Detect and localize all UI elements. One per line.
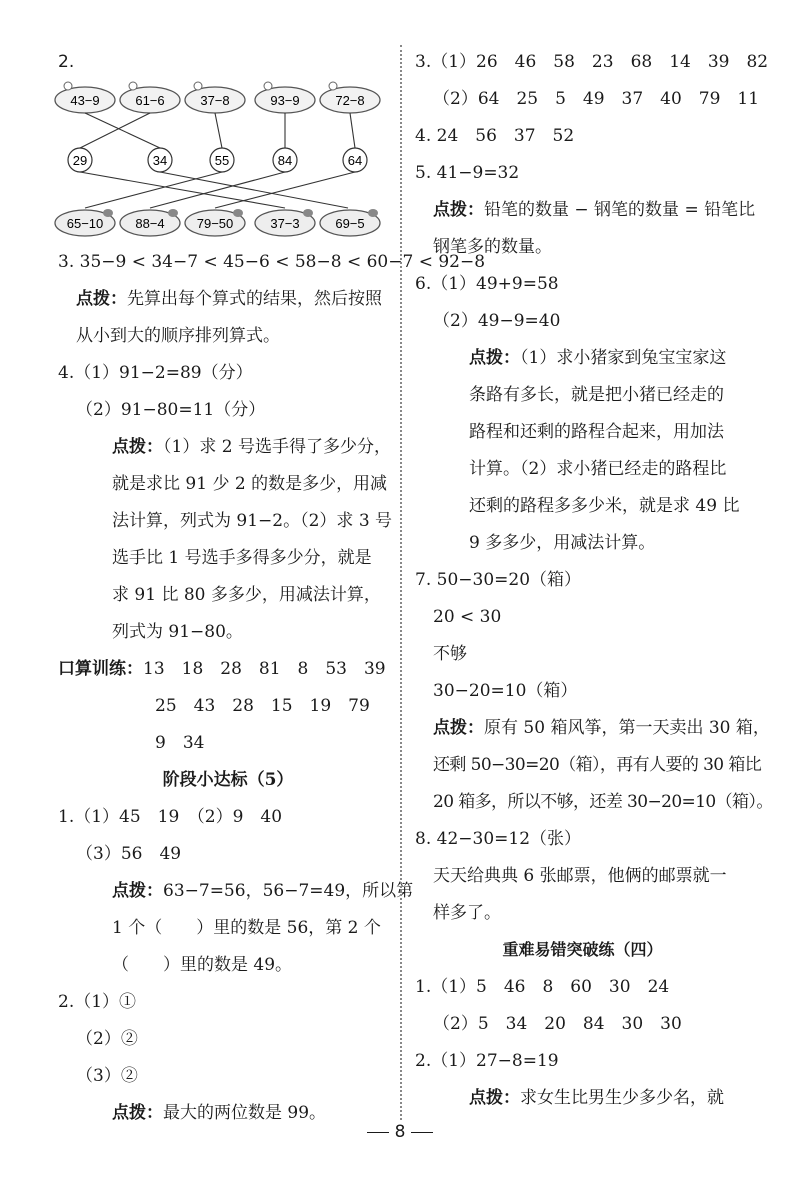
carrot-icon: [103, 209, 113, 217]
tip-label: 点拨：: [433, 718, 484, 738]
bottom-expression: 88−4: [135, 216, 165, 231]
matching-diagram: [50, 75, 390, 255]
bottom-expression: 37−3: [270, 216, 300, 231]
r-q6-answer-2: （2）49−9=40: [433, 311, 561, 331]
page-number: 8: [394, 1122, 406, 1142]
tip-label: 点拨：: [112, 1103, 163, 1123]
s5-q1-answer-1: 1.（1）45 19 （2）9 40: [58, 807, 283, 827]
top-bubble: [55, 82, 115, 113]
section-title-breakthrough4: 重难易错突破练（四）: [502, 940, 663, 959]
q3-answer: 3. 35−9 < 34−7 < 45−6 < 58−8 < 60−7 < 92−8: [58, 252, 486, 272]
tip-label: 点拨：: [469, 1088, 520, 1108]
footer-dash-right: [411, 1132, 433, 1133]
r-q3-answer-2: （2）64 25 5 49 37 40 79 11: [433, 89, 760, 109]
q3-tip: [76, 287, 382, 311]
tip-label: 点拨：: [469, 348, 520, 368]
column-divider: [400, 45, 402, 1120]
top-expression: 61−6: [135, 93, 165, 108]
s4-q2-answer-1: 2.（1）27−8=19: [415, 1051, 559, 1071]
middle-number: 64: [347, 153, 363, 168]
s5-q1-answer-2: （3）56 49: [76, 844, 182, 864]
footer-dash-left: [367, 1132, 389, 1133]
r-q6-answer-1: 6.（1）49+9=58: [415, 274, 559, 294]
bottom-expression: 69−5: [335, 216, 365, 231]
tip-text: 列式为 91−80。: [112, 622, 243, 642]
tip-text: 9 多多少，用减法计算。: [469, 533, 656, 553]
s5-q2-answer-1: 2.（1）①: [58, 992, 137, 1012]
r-q4-answer: 4. 24 56 37 52: [415, 126, 575, 146]
r-q5-answer: 5. 41−9=32: [415, 163, 520, 183]
tip-label: 点拨：: [433, 200, 484, 220]
tip-text: 选手比 1 号选手多得多少分，就是: [112, 548, 372, 568]
middle-number: 34: [152, 153, 168, 168]
s5-q2-answer-2: （2）②: [76, 1029, 138, 1049]
r-q5-tip: [433, 198, 755, 222]
s5-q1-tip: [112, 879, 413, 903]
tip-text: （ ）里的数是 49。: [112, 955, 293, 975]
r-q3-answer-1: 3.（1）26 46 58 23 68 14 39 82: [415, 52, 769, 72]
bottom-cloud: [120, 209, 180, 236]
bottom-cloud: [320, 209, 380, 236]
middle-circle: [68, 148, 92, 172]
tip-text: 还剩的路程多多少米，就是求 49 比: [469, 496, 740, 516]
oral-training-row-1: [58, 657, 386, 681]
carrot-icon: [168, 209, 178, 217]
oral-training-row-3: 9 34: [155, 733, 205, 753]
middle-number: 29: [72, 153, 88, 168]
r-q7-answer-1: 7. 50−30=20（箱）: [415, 570, 582, 590]
r-q7-answer-2: 20 < 30: [433, 607, 502, 627]
tip-text: 铅笔的数量 − 钢笔的数量 = 铅笔比: [484, 200, 756, 220]
top-expression: 37−8: [200, 93, 230, 108]
s5-q2-answer-3: （3）②: [76, 1066, 138, 1086]
r-q7-tip: [433, 716, 770, 740]
r-q8-answer: 8. 42−30=12（张）: [415, 829, 582, 849]
middle-circle: [273, 148, 297, 172]
r-q7-answer-4: 30−20=10（箱）: [433, 681, 578, 701]
bottom-expression: 79−50: [196, 216, 234, 231]
bottom-cloud: [255, 209, 315, 236]
tip-text: 原有 50 箱风筝，第一天卖出 30 箱，: [484, 718, 770, 738]
carrot-icon: [303, 209, 313, 217]
top-expression-bubbles: [55, 82, 380, 113]
r-q8-answer-text: 样多了。: [433, 903, 501, 923]
q4-answer-2: （2）91−80=11（分）: [76, 400, 266, 420]
r-q6-tip: [469, 346, 726, 370]
middle-number: 84: [277, 153, 293, 168]
q4-tip: [112, 435, 391, 459]
bottom-cloud: [55, 209, 115, 236]
tip-text: 法计算，列式为 91−2。（2）求 3 号: [112, 511, 393, 531]
page-footer: [360, 1120, 440, 1144]
middle-number-circles: [68, 148, 367, 172]
oral-training-values: 13 18 28 81 8 53 39: [143, 659, 386, 679]
section-title-stage5: 阶段小达标（5）: [162, 770, 294, 790]
middle-circle: [148, 148, 172, 172]
tip-text: 钢笔多的数量。: [433, 237, 552, 257]
s4-q1-answer-2: （2）5 34 20 84 30 30: [433, 1014, 682, 1034]
tip-text: 路程和还剩的路程合起来，用加法: [469, 422, 724, 442]
tip-text: 20 箱多，所以不够，还差 30−20=10（箱）。: [433, 792, 773, 812]
tip-label: 点拨：: [112, 437, 163, 457]
r-q7-answer-3: 不够: [433, 644, 467, 664]
bottom-expression-clouds: [55, 209, 380, 236]
r-q8-answer-text: 天天给典典 6 张邮票，他俩的邮票就一: [433, 866, 727, 886]
tip-text: （1）求 2 号选手得了多少分，: [163, 437, 391, 457]
q4-answer-1: 4.（1）91−2=89（分）: [58, 363, 253, 383]
tip-text: 条路有多长，就是把小猪已经走的: [469, 385, 724, 405]
carrot-icon: [368, 209, 378, 217]
top-bubble: [320, 82, 380, 113]
s5-q2-tip: [112, 1101, 326, 1125]
tip-text: 就是求比 91 少 2 的数是多少，用减: [112, 474, 388, 494]
top-expression: 93−9: [270, 93, 300, 108]
tip-text: 1 个（ ）里的数是 56，第 2 个: [112, 918, 381, 938]
top-expression: 43−9: [70, 93, 100, 108]
tip-text: 从小到大的顺序排列算式。: [76, 326, 280, 346]
middle-number: 55: [214, 153, 230, 168]
s4-q1-answer-1: 1.（1）5 46 8 60 30 24: [415, 977, 670, 997]
middle-circle: [343, 148, 367, 172]
tip-text: 最大的两位数是 99。: [163, 1103, 327, 1123]
q2-label: 2.: [58, 52, 75, 72]
oral-training-label: 口算训练：: [58, 659, 143, 679]
tip-text: 求 91 比 80 多多少，用减法计算，: [112, 585, 381, 605]
tip-text: 还剩 50−30=20（箱），再有人要的 30 箱比: [433, 755, 762, 775]
bottom-cloud: [185, 209, 245, 236]
top-bubble: [185, 82, 245, 113]
tip-label: 点拨：: [76, 289, 127, 309]
tip-text: （1）求小猪家到兔宝宝家这: [520, 348, 727, 368]
top-bubble: [255, 82, 315, 113]
carrot-icon: [233, 209, 243, 217]
top-expression: 72−8: [335, 93, 365, 108]
tip-label: 点拨：: [112, 881, 163, 901]
s4-q2-tip: [469, 1086, 724, 1110]
middle-circle: [210, 148, 234, 172]
top-bubble: [120, 82, 180, 113]
tip-text: 先算出每个算式的结果，然后按照: [127, 289, 382, 309]
tip-text: 计算。（2）求小猪已经走的路程比: [469, 459, 727, 479]
tip-text: 63−7=56，56−7=49，所以第: [163, 881, 414, 901]
oral-training-row-2: 25 43 28 15 19 79: [155, 696, 370, 716]
bottom-expression: 65−10: [66, 216, 104, 231]
tip-text: 求女生比男生少多少名，就: [520, 1088, 724, 1108]
